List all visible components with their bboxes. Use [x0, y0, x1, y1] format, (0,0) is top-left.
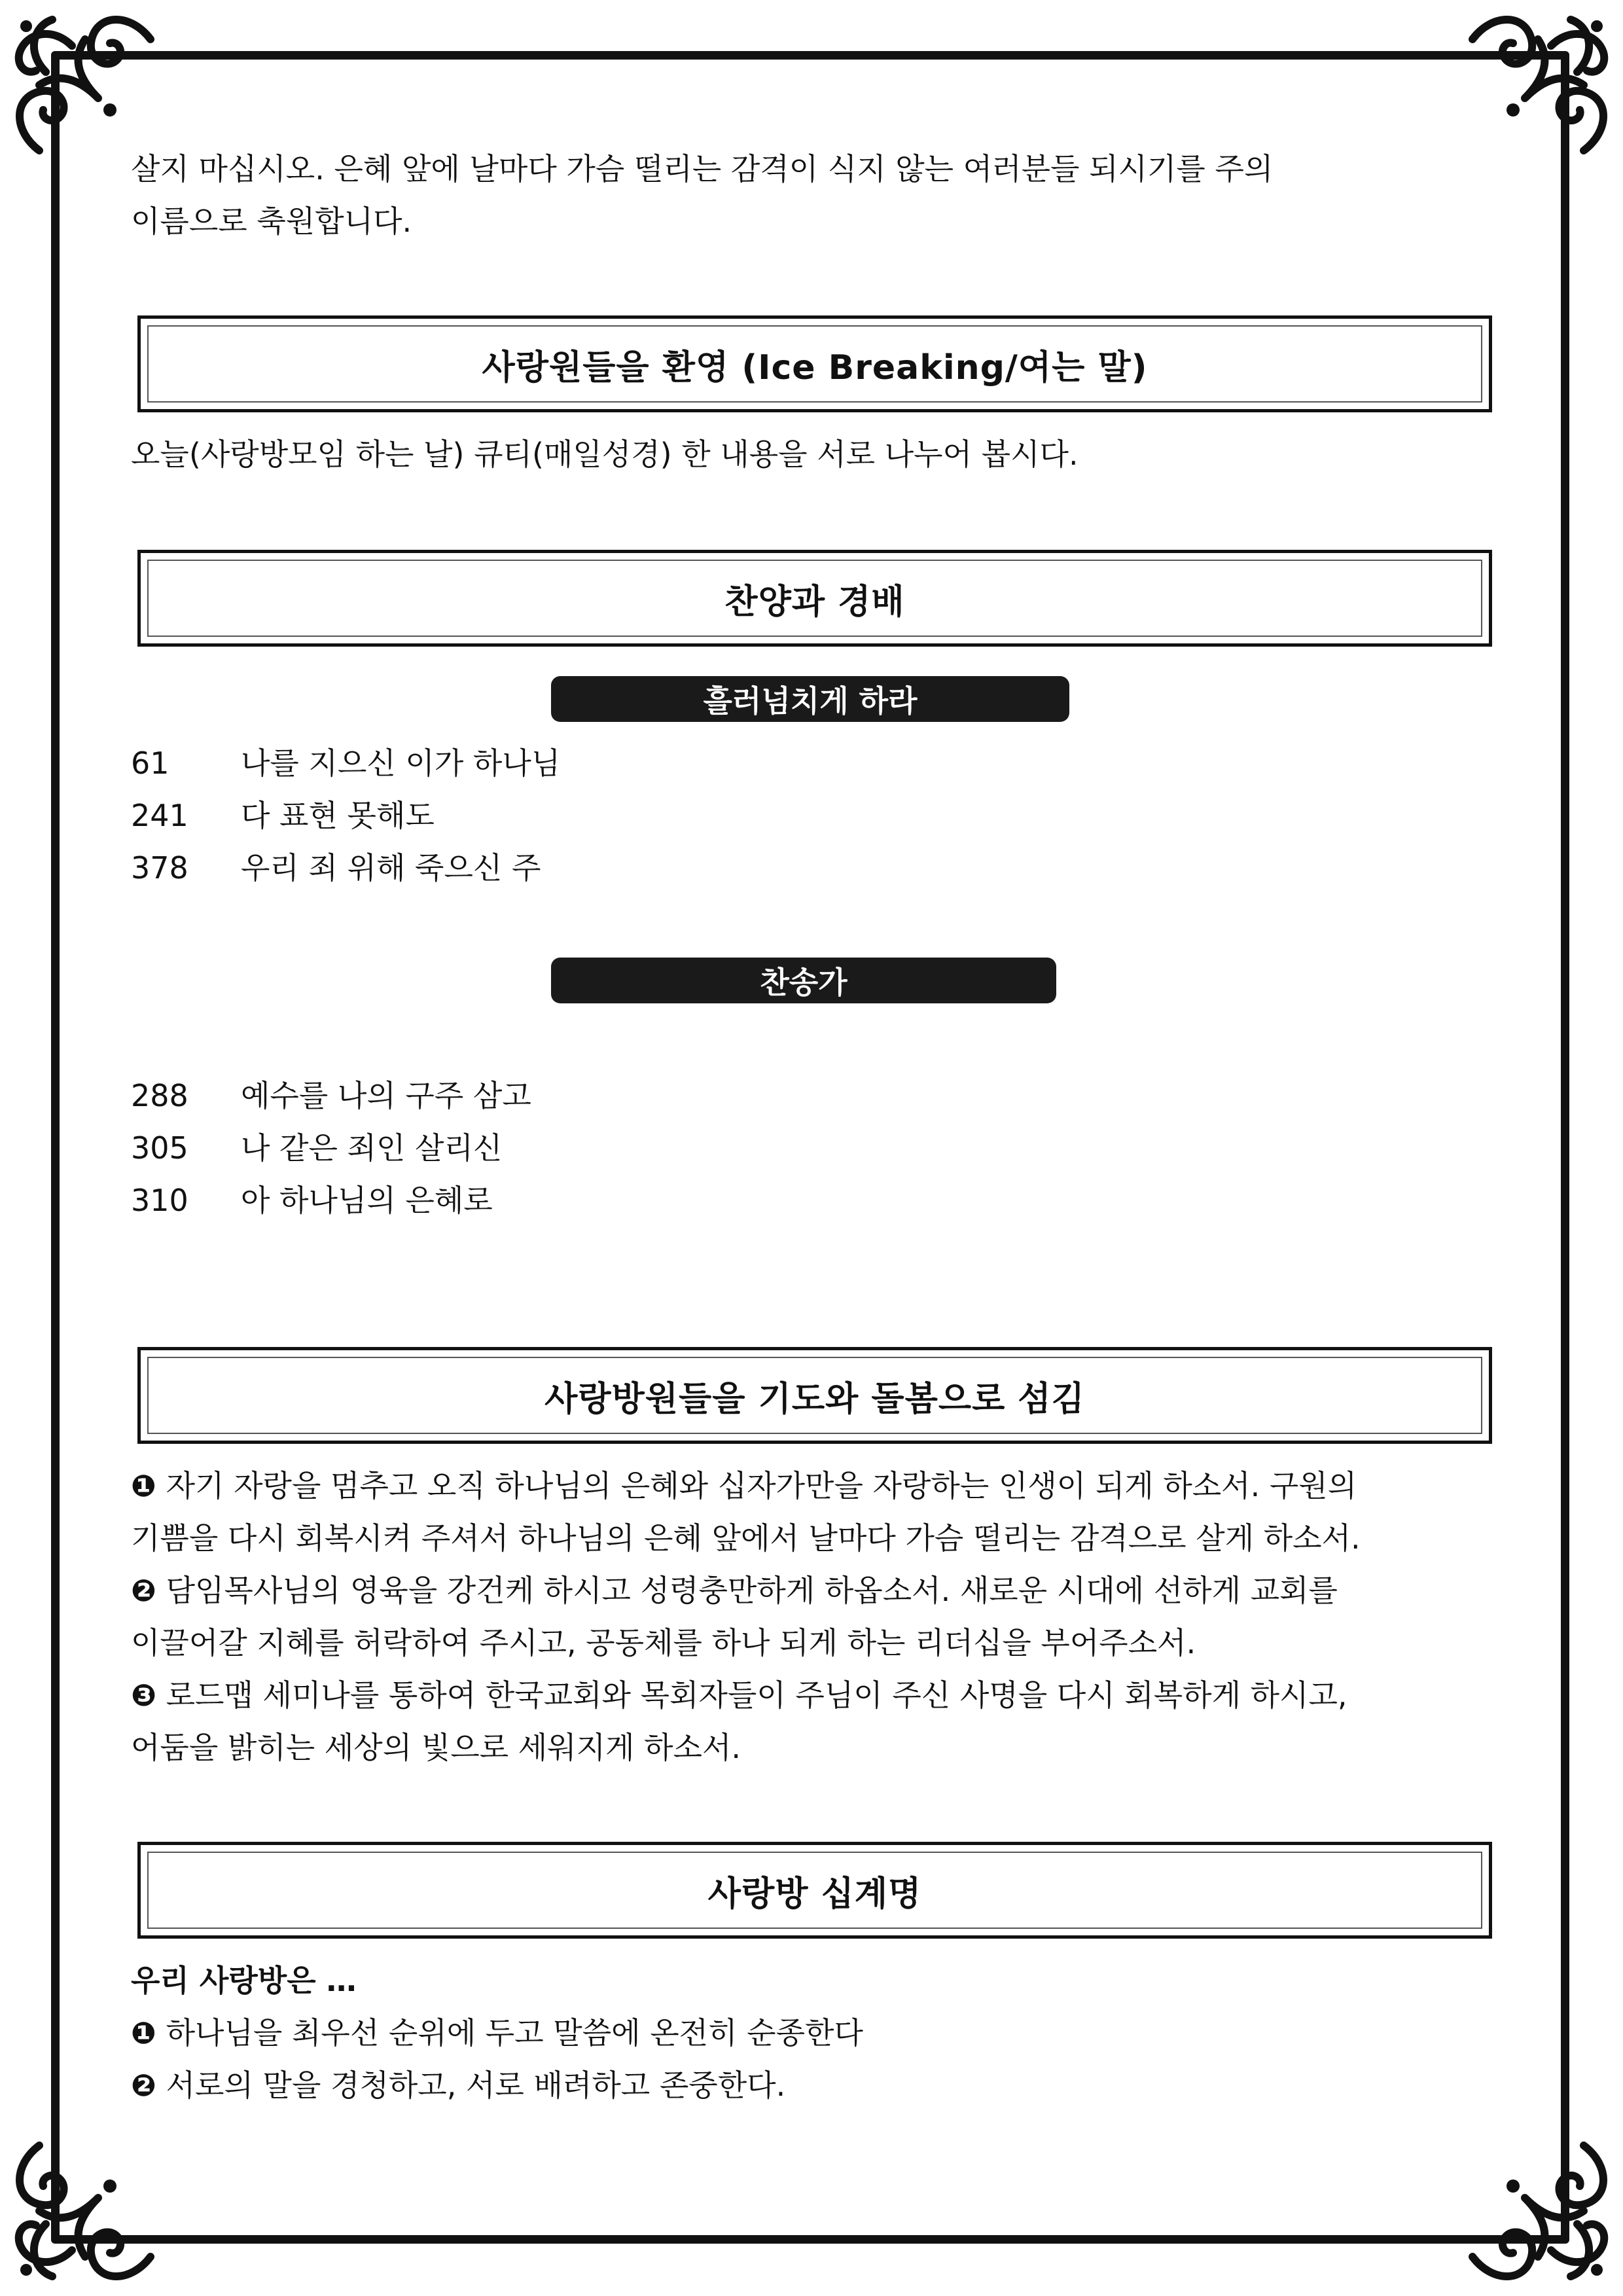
prayer-line: 어둠을 밝히는 세상의 빛으로 세워지게 하소서. [131, 1730, 741, 1765]
song-number: 61 [131, 745, 169, 781]
song-row [131, 737, 560, 789]
welcome-section-header [137, 315, 1492, 412]
number-marker-icon: ❶ [131, 1468, 156, 1503]
intro-line: 이름으로 축원합니다. [131, 204, 412, 239]
song-title: 아 하나님의 은혜로 [241, 1183, 493, 1218]
welcome-text: 오늘(사랑방모임 하는 날) 큐티(매일성경) 한 내용을 서로 나누어 봅시다. [131, 437, 1079, 472]
hymn-group-label: 찬송가 [551, 958, 1056, 1003]
song-number: 310 [131, 1183, 188, 1218]
corner-ornament-icon [1446, 2119, 1623, 2296]
prayer-section-header [137, 1347, 1492, 1444]
rule-text: 서로의 말을 경청하고, 서로 배려하고 존중한다. [166, 2068, 786, 2103]
intro-line: 살지 마십시오. 은혜 앞에 날마다 가슴 떨리는 감격이 식지 않는 여러분들 되시기를 주의 [131, 151, 1274, 187]
rules-lead: 우리 사랑방은 … [131, 1963, 357, 1998]
prayer-line: 로드맵 세미나를 통하여 한국교회와 목회자들이 주님이 주신 사명을 다시 회복하게 하시고, [166, 1677, 1347, 1713]
worship-section-title: 찬양과 경배 [147, 560, 1482, 637]
number-marker-icon: ❷ [131, 1573, 156, 1608]
prayer-item [131, 1669, 1505, 1774]
song-number: 288 [131, 1078, 188, 1113]
song-title: 우리 죄 위해 죽으신 주 [241, 850, 541, 886]
rule-item [131, 2059, 1505, 2111]
prayer-item [131, 1460, 1505, 1564]
welcome-section-title: 사랑원들을 환영 (Ice Breaking/여는 말) [147, 325, 1482, 403]
rules-list [131, 1954, 1505, 2111]
prayer-section-title: 사랑방원들을 기도와 돌봄으로 섬김 [147, 1357, 1482, 1434]
rule-text: 하나님을 최우선 순위에 두고 말씀에 온전히 순종한다 [166, 2015, 863, 2051]
song-row [131, 842, 541, 894]
prayer-line: 자기 자랑을 멈추고 오직 하나님의 은혜와 십자가만을 자랑하는 인생이 되게 하소서. 구원의 [166, 1468, 1357, 1503]
worship-section-header [137, 550, 1492, 647]
song-title: 나를 지으신 이가 하나님 [241, 745, 561, 781]
song-title: 예수를 나의 구주 삼고 [241, 1078, 531, 1113]
prayer-line: 담임목사님의 영육을 강건케 하시고 성령충만하게 하옵소서. 새로운 시대에 선하게 교회를 [166, 1573, 1338, 1608]
song-title: 다 표현 못해도 [241, 798, 435, 833]
song-title: 나 같은 죄인 살리신 [241, 1130, 503, 1166]
song-row [131, 789, 435, 842]
song-row [131, 1122, 502, 1174]
praise-group-label: 흘러넘치게 하라 [551, 676, 1069, 722]
intro-paragraph [131, 143, 1505, 247]
song-row [131, 1069, 531, 1122]
number-marker-icon: ❸ [131, 1677, 156, 1713]
number-marker-icon: ❶ [131, 2015, 156, 2051]
prayer-list [131, 1460, 1505, 1774]
prayer-line: 이끌어갈 지혜를 허락하여 주시고, 공동체를 하나 되게 하는 리더십을 부어주소서. [131, 1625, 1196, 1660]
song-number: 305 [131, 1130, 188, 1166]
song-number: 241 [131, 798, 188, 833]
song-number: 378 [131, 850, 188, 886]
rules-section-title: 사랑방 십계명 [147, 1852, 1482, 1929]
number-marker-icon: ❷ [131, 2068, 156, 2103]
prayer-line: 기쁨을 다시 회복시켜 주셔서 하나님의 은혜 앞에서 날마다 가슴 떨리는 감격으로 살게 하소서. [131, 1520, 1361, 1556]
song-row [131, 1174, 493, 1227]
prayer-item [131, 1564, 1505, 1669]
corner-ornament-icon [0, 2119, 177, 2296]
rules-section-header [137, 1842, 1492, 1939]
rule-item [131, 2007, 1505, 2059]
